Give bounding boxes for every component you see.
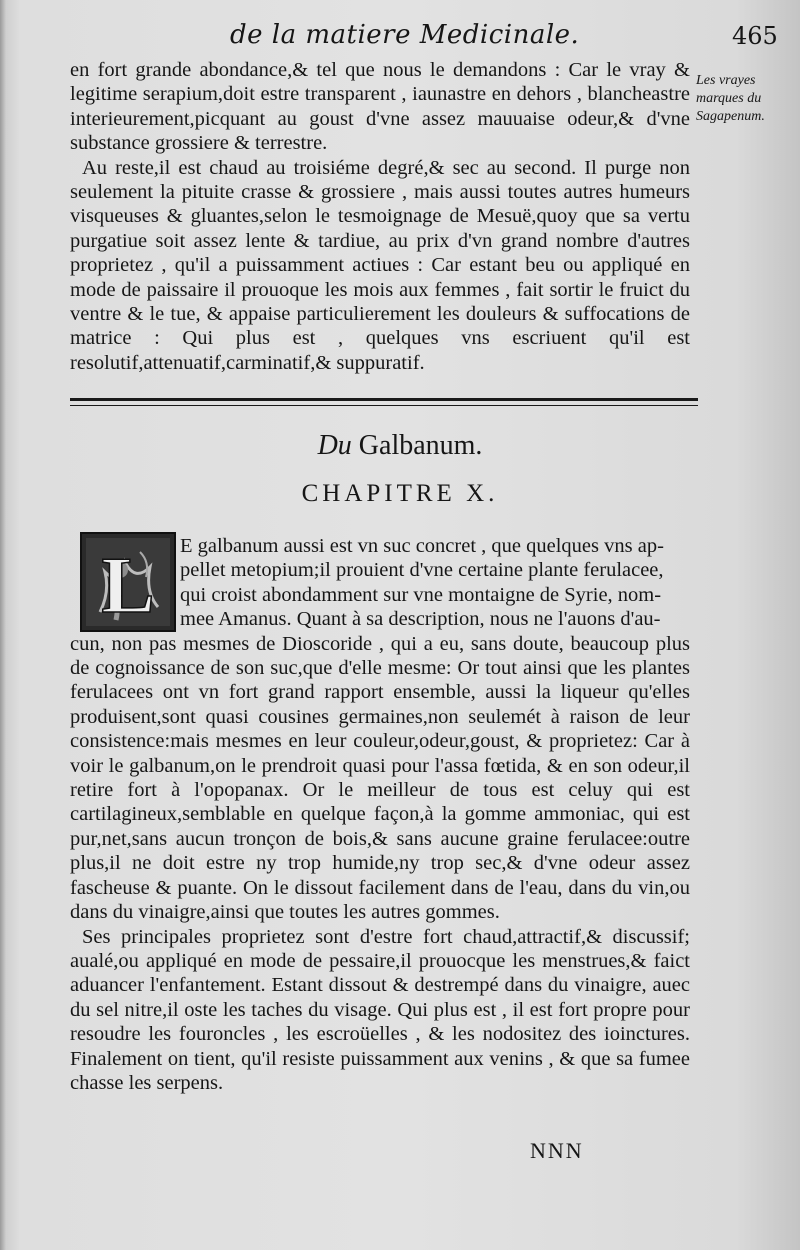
opening-line-1: E galbanum aussi est vn suc concret , que quelques vns ap- (180, 535, 664, 557)
section-rule-thin (70, 405, 698, 406)
section-rule-thick (70, 398, 698, 401)
section-heading-prefix: Du (317, 430, 352, 461)
signature-mark: NNN (530, 1138, 584, 1163)
opening-line-2: pellet metopium;il prouient d'vne certaine plante ferulacee, (180, 559, 664, 582)
opening-line-4: mee Amanus. Quant à sa description, nous ne l'auons d'au- (180, 608, 661, 631)
margin-note: Les vrayes marques du Sagapenum. (696, 73, 765, 124)
running-title: de la matiere Medicinale. (230, 20, 580, 50)
page-header (0, 20, 800, 60)
paragraph-serapium: en fort grande abondance,& tel que nous le demandons : Car le vray & legitime serapium,doit estre transparent , iaunastre en dehors , blancheastre interieurement,picquant au goust d'vne assez mauuaise odeur,& d'vne substance grossiere & terrestre. (70, 59, 690, 155)
opening-line-3: qui croist abondamment sur vne montaigne de Syrie, nom- (180, 583, 662, 606)
section-heading (0, 430, 800, 462)
drop-cap-letter: L (101, 542, 155, 630)
paragraph-galbanum-properties: Ses principales proprietez sont d'estre fort chaud,attractif,& discussif; aualé,ou appliqué en mode de pessaire,il prouocque les menstrues,& faict aduancer l'enfantement. Estant dissout & destrempé dans du vinaigre, auec du sel nitre,il oste les taches du visage. Qui plus est , il est fort propre pour resoudre les fouroncles , les escroüelles , & les nodositez des ioinctures. Finalement on tient, qu'il resiste puissamment aux venins , & que sa fumee chasse les serpens. (70, 925, 690, 1094)
chapter-heading: CHAPITRE X. (301, 480, 499, 507)
paragraph-galbanum-description: cun, non pas mesmes de Dioscoride , qui a eu, sans doute, beaucoup plus de cognoissance de son suc,que d'elle mesme: Or tout ainsi que les plantes ferulacees ont vn fort grand rapport ensemble, aussi la liqueur qu'elles produisent,sont quasi cousines germaines,non seulemét à raison de leur consistence:mais mesmes en leur couleur,odeur,goust, & proprietez: Car à voir le galbanum,on le prendroit quasi pour l'assa fœtida, & en son odeur,il retire fort à l'opopanax. Or le meilleur de tous est celuy qui est cartilagineux,semblable en quelque façon,à la gomme ammoniac, qui est pur,net,sans aucun tronçon de bois,& sans aucune graine ferulacee:outre plus,il ne doit estre ny trop humide,ny trop sec,& d'vne odeur assez fascheuse & puante. On le dissout facilement dans de l'eau, dans du vin,ou dans du vinaigre,ainsi que toutes les autres gommes. (70, 632, 690, 924)
paragraph-properties: Au reste,il est chaud au troisiéme degré,& sec au second. Il purge non seulement la pituite crasse & grossiere , mais aussi toutes autres humeurs visqueuses & gluantes,selon le tesmoignage de Mesuë,quoy que sa vertu purgatiue soit assez lente & tardiue, au prix d'vn grand nombre d'autres proprietez , qu'il a puissamment actiues : Car estant beu ou appliqué en mode de paissaire il prouoque les mois aux femmes , fait sortir le fruict du ventre & le tue, & appaise particulierement les douleurs & suffocations de matrice : Qui plus est , quelques vns escriuent qu'il est resolutif,attenuatif,carminatif,& suppuratif. (70, 156, 690, 374)
section-heading-title: Galbanum. (358, 430, 483, 461)
main-text-block (70, 534, 690, 1095)
top-text-block (70, 58, 690, 375)
page-number: 465 (732, 22, 778, 50)
